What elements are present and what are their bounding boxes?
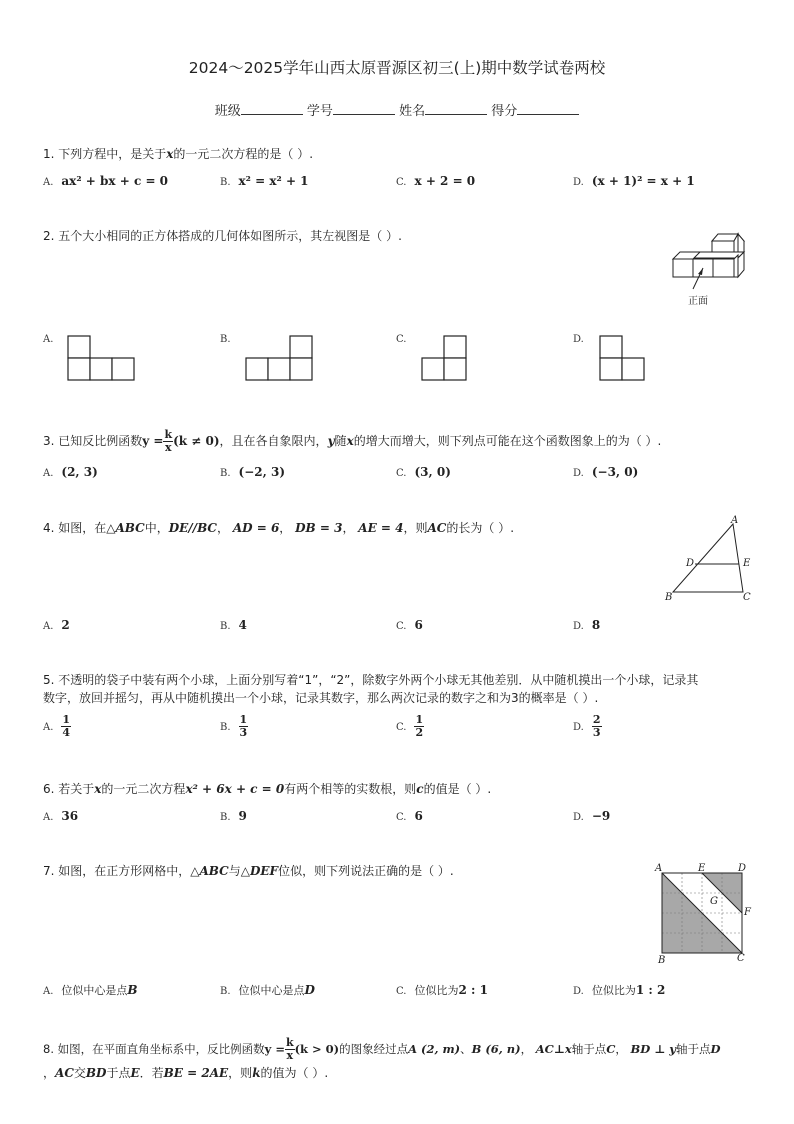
q7-option-d[interactable]: D. 位似比为1 : 2 xyxy=(573,983,666,997)
q3-option-d[interactable]: D. (−3, 0) xyxy=(573,465,639,479)
q2-solid-figure xyxy=(668,228,748,310)
q2-option-c[interactable]: C. xyxy=(396,334,407,345)
q2-option-a[interactable]: A. xyxy=(43,334,54,345)
point-g-label: G xyxy=(710,896,718,907)
point-a-label: A xyxy=(655,863,663,874)
point-c-label: C xyxy=(737,953,745,964)
q2-option-b-figure[interactable] xyxy=(245,335,315,381)
q6-option-b[interactable]: B. 9 xyxy=(220,809,247,823)
q3-option-b[interactable]: B. (−2, 3) xyxy=(220,465,285,479)
q6-option-d[interactable]: D. −9 xyxy=(573,809,611,823)
q2-option-c-figure[interactable] xyxy=(421,335,469,381)
q4-option-c[interactable]: C. 6 xyxy=(396,618,423,632)
q6-option-c[interactable]: C. 6 xyxy=(396,809,423,823)
question-8-line-2: ，AC交BD于点E．若BE = 2AE，则k的值为（ ）. xyxy=(43,1066,329,1080)
q7-option-b[interactable]: B. 位似中心是点D xyxy=(220,983,315,997)
q5-option-d[interactable]: D. $\frac{2}{3}$ xyxy=(573,713,601,739)
q7-option-c[interactable]: C. 位似比为2 : 1 xyxy=(396,983,488,997)
question-6: 6. 若关于x的一元二次方程x² + 6x + c = 0有两个相等的实数根，则c的值是（ ）. xyxy=(43,782,492,796)
point-b-label: B xyxy=(658,955,666,965)
q3-option-c[interactable]: C. (3, 0) xyxy=(396,465,451,479)
id-label: 学号 xyxy=(306,104,333,119)
q2-option-d[interactable]: D. xyxy=(573,334,584,345)
class-blank[interactable] xyxy=(241,103,303,115)
id-blank[interactable] xyxy=(333,103,395,115)
q2-option-d-figure[interactable] xyxy=(599,335,647,381)
question-3: 3. 已知反比例函数y = $\frac{k}{x}$ (k ≠ 0)，且在各自象限内，y随x的增大而增大，则下列点可能在这个函数图象上的为（ ）. xyxy=(43,428,662,454)
q7-grid-figure xyxy=(652,859,756,965)
q2-option-a-figure[interactable] xyxy=(67,335,137,381)
question-7: 7. 如图，在正方形网格中，△ABC与△DEF位似，则下列说法正确的是（ ）. xyxy=(43,864,454,878)
name-label: 姓名 xyxy=(399,104,426,119)
q4-option-b[interactable]: B. 4 xyxy=(220,618,247,632)
q3-option-a[interactable]: A. (2, 3) xyxy=(43,465,98,479)
q5-option-b[interactable]: B. $\frac{1}{3}$ xyxy=(220,713,248,739)
front-label: 正面 xyxy=(688,296,708,307)
question-8-line-1: 8. 如图，在平面直角坐标系中，反比例函数y = $\frac{k}{x}$ (k > 0)的图象经过点A (2, m)、B (6, n)， AC⊥x轴于点C， BD ⊥ y轴于点D xyxy=(43,1036,721,1062)
q1-option-a[interactable]: A. ax² + bx + c = 0 xyxy=(43,174,169,188)
q4-option-d[interactable]: D. 8 xyxy=(573,618,601,632)
q1-option-c[interactable]: C. x + 2 = 0 xyxy=(396,174,476,188)
student-info-row xyxy=(0,100,794,119)
score-blank[interactable] xyxy=(517,103,579,115)
point-c-label: C xyxy=(743,592,751,603)
question-4: 4. 如图，在△ABC中，DE//BC， AD = 6， DB = 3， AE = 4，则AC的长为（ ）. xyxy=(43,521,515,535)
point-e-label: E xyxy=(698,863,706,874)
q2-option-b[interactable]: B. xyxy=(220,334,231,345)
point-e-label: E xyxy=(743,558,751,569)
q4-option-a[interactable]: A. 2 xyxy=(43,618,70,632)
question-5-line-1: 5. 不透明的袋子中装有两个小球，上面分别写着“1”，“2”，除数字外两个小球无其他差别．从中随机摸出一个小球，记录其 xyxy=(43,673,699,687)
point-f-label: F xyxy=(744,907,751,918)
name-blank[interactable] xyxy=(425,103,487,115)
q6-option-a[interactable]: A. 36 xyxy=(43,809,79,823)
page-title: 2024～2025学年山西太原晋源区初三(上)期中数学试卷两校 xyxy=(188,59,606,77)
q1-option-d[interactable]: D. (x + 1)² = x + 1 xyxy=(573,174,695,188)
question-1: 1. 下列方程中，是关于x的一元二次方程的是（ ）. xyxy=(43,147,314,161)
question-5-line-2: 数字，放回并摇匀，再从中随机摸出一个小球，记录其数字，那么两次记录的数字之和为3的概率是（ ）. xyxy=(43,691,599,705)
question-2: 2. 五个大小相同的正方体搭成的几何体如图所示，其左视图是（ ）. xyxy=(43,229,402,243)
q5-option-a[interactable]: A. $\frac{1}{4}$ xyxy=(43,713,71,739)
point-d-label: D xyxy=(686,558,695,569)
q5-option-c[interactable]: C. $\frac{1}{2}$ xyxy=(396,713,424,739)
point-d-label: D xyxy=(738,863,747,874)
score-label: 得分 xyxy=(491,104,518,119)
class-label: 班级 xyxy=(214,104,241,119)
point-a-label: A xyxy=(731,515,739,526)
q4-triangle-figure xyxy=(660,514,760,606)
point-b-label: B xyxy=(665,592,673,603)
q1-option-b[interactable]: B. x² = x² + 1 xyxy=(220,174,309,188)
q7-option-a[interactable]: A. 位似中心是点B xyxy=(43,983,138,997)
